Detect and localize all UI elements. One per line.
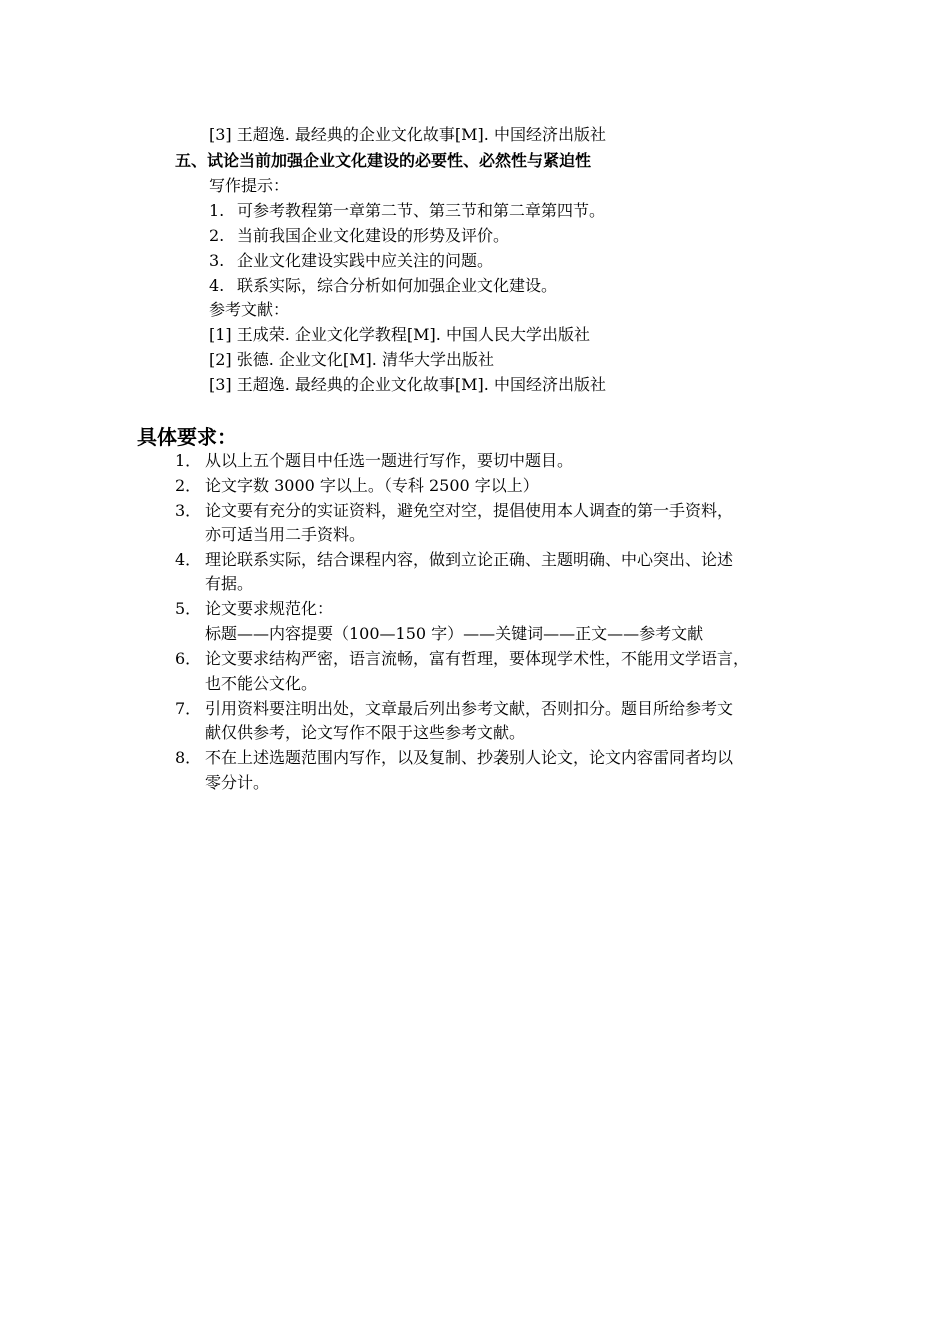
requirement-number: 1．	[175, 451, 202, 470]
hint-number: 2.	[209, 226, 225, 245]
requirement-continuation: 有据。	[205, 574, 254, 593]
reference-item: [2] 张德. 企业文化[M]. 清华大学出版社	[209, 350, 494, 369]
requirement-item	[175, 475, 539, 497]
requirement-text: 不在上述选题范围内写作，以及复制、抄袭别人论文，论文内容雷同者均以	[205, 748, 734, 767]
requirement-number: 7．	[175, 699, 202, 718]
requirement-text: 论文要求结构严密，语言流畅，富有哲理，要体现学术性，不能用文学语言，	[205, 649, 750, 668]
requirement-number: 4．	[175, 550, 202, 569]
requirement-item	[175, 549, 733, 571]
requirement-text: 论文字数 3000 字以上。（专科 2500 字以上）	[205, 476, 539, 495]
requirement-continuation: 也不能公文化。	[205, 674, 318, 693]
requirement-text: 理论联系实际，结合课程内容，做到立论正确、主题明确、中心突出、论述	[205, 550, 734, 569]
hint-item	[209, 275, 557, 297]
reference-item: [1] 王成荣. 企业文化学教程[M]. 中国人民大学出版社	[209, 325, 590, 344]
requirement-number: 8．	[175, 748, 202, 767]
requirement-continuation: 标题——内容提要（100—150 字）——关键词——正文——参考文献	[205, 624, 704, 643]
requirement-number: 5．	[175, 599, 202, 618]
requirement-item	[175, 598, 333, 620]
requirement-item	[175, 747, 733, 769]
hint-text: 当前我国企业文化建设的形势及评价。	[237, 226, 510, 245]
writing-hint-label: 写作提示：	[209, 176, 290, 195]
hint-text: 可参考教程第一章第二节、第三节和第二章第四节。	[237, 201, 606, 220]
reference-item: [3] 王超逸. 最经典的企业文化故事[M]. 中国经济出版社	[209, 375, 606, 394]
topic-title: 五、试论当前加强企业文化建设的必要性、必然性与紧迫性	[175, 151, 592, 170]
requirement-item	[175, 648, 749, 670]
requirement-text: 论文要求规范化：	[205, 599, 334, 618]
hint-number: 3.	[209, 251, 225, 270]
requirements-heading: 具体要求：	[137, 425, 237, 449]
hint-number: 1.	[209, 201, 225, 220]
requirement-text: 引用资料要注明出处，文章最后列出参考文献，否则扣分。题目所给参考文	[205, 699, 734, 718]
requirement-text: 论文要有充分的实证资料，避免空对空，提倡使用本人调查的第一手资料，	[205, 501, 734, 520]
requirement-continuation: 献仅供参考，论文写作不限于这些参考文献。	[205, 723, 526, 742]
hint-item	[209, 225, 509, 247]
hint-text: 联系实际，综合分析如何加强企业文化建设。	[237, 276, 558, 295]
hint-item	[209, 250, 493, 272]
reference-item: [3] 王超逸. 最经典的企业文化故事[M]. 中国经济出版社	[209, 125, 606, 144]
requirement-continuation: 亦可适当用二手资料。	[205, 525, 366, 544]
requirement-text: 从以上五个题目中任选一题进行写作，要切中题目。	[205, 451, 574, 470]
references-label: 参考文献：	[209, 300, 290, 319]
requirement-number: 2．	[175, 476, 202, 495]
requirement-item	[175, 500, 733, 522]
hint-number: 4.	[209, 276, 225, 295]
requirement-number: 3．	[175, 501, 202, 520]
requirement-continuation: 零分计。	[205, 773, 270, 792]
hint-item	[209, 200, 605, 222]
requirement-number: 6．	[175, 649, 202, 668]
hint-text: 企业文化建设实践中应关注的问题。	[237, 251, 494, 270]
requirement-item	[175, 698, 733, 720]
requirement-item	[175, 450, 573, 472]
